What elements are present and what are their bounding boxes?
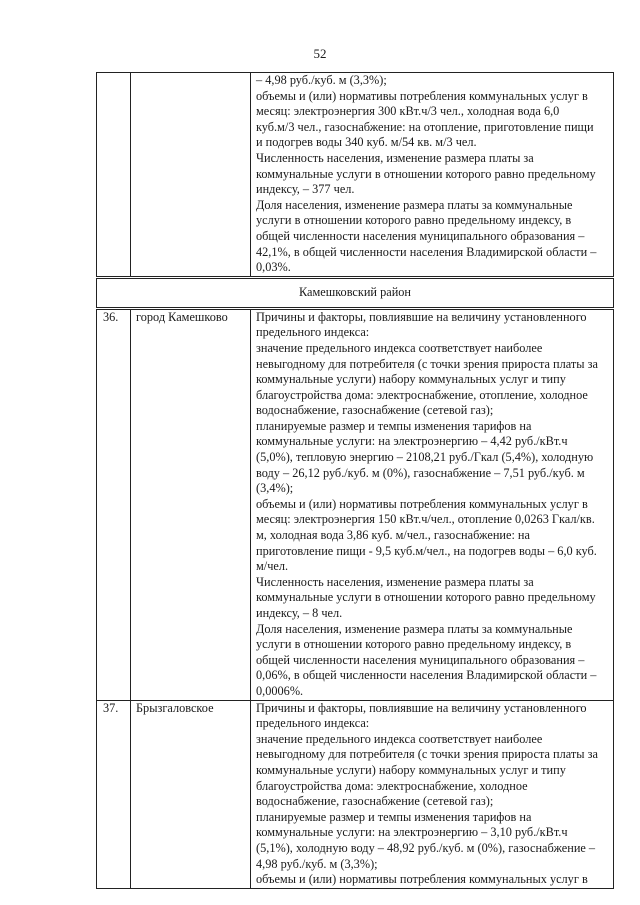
description-line: общей численности населения муниципального образования –	[256, 652, 585, 667]
region-header: Камешковский район	[97, 277, 614, 308]
description-line: м/чел.	[256, 559, 289, 574]
description-line: благоустройства дома: электроснабжение, отопление, холодное	[256, 387, 588, 402]
row-description	[251, 700, 614, 888]
description-line: водоснабжение, газоснабжение (сетевой газ);	[256, 794, 494, 809]
description-line: (3,4%);	[256, 481, 294, 496]
description-line: предельного индекса:	[256, 716, 370, 731]
description-line: невыгодному для потребителя (с точки зрения прироста платы за	[256, 747, 598, 762]
description-line: коммунальные услуги в отношении которого равно предельному	[256, 166, 596, 181]
description-line: общей численности населения муниципального образования –	[256, 228, 585, 243]
description-line: м, холодная вода 3,86 куб. м/чел., газоснабжение: на	[256, 528, 530, 543]
description-line: Доля населения, изменение размера платы за коммунальные	[256, 197, 573, 212]
municipality-name	[131, 73, 251, 278]
description-line: (5,1%), холодную воду – 48,92 руб./куб. м (0%), газоснабжение –	[256, 840, 596, 855]
description-line: Причины и факторы, повлиявшие на величину установленного	[256, 309, 587, 324]
row-number: 36.	[97, 308, 131, 700]
description-line: приготовление пищи - 9,5 куб.м/чел., на подогрев воды – 6,0 куб.	[256, 543, 597, 558]
description-line: услуги в отношении которого равно предельному индексу, в	[256, 637, 572, 652]
municipality-name: Брызгаловское	[131, 700, 251, 888]
description-line: индексу, – 8 чел.	[256, 606, 343, 620]
description-line: объемы и (или) нормативы потребления коммунальных услуг в	[256, 872, 588, 887]
description-line: планируемые размер и темпы изменения тарифов на	[256, 418, 532, 433]
description-line: объемы и (или) нормативы потребления коммунальных услуг в	[256, 88, 588, 103]
row-description	[251, 73, 614, 278]
description-line: (5,0%), тепловую энергию – 2108,21 руб./Гкал (5,4%), холодную	[256, 450, 594, 465]
description-line: Численность населения, изменение размера платы за	[256, 150, 534, 165]
description-line: воду – 26,12 руб./куб. м (0%), газоснабжение – 7,51 руб./куб. м	[256, 465, 585, 480]
page-number: 52	[313, 46, 327, 61]
description-line: куб.м/3 чел., газоснабжение: на отопление, приготовление пищи	[256, 119, 594, 134]
table-row	[97, 700, 614, 888]
description-line: благоустройства дома: электроснабжение, холодное	[256, 778, 528, 793]
description-line: водоснабжение, газоснабжение (сетевой газ);	[256, 403, 494, 418]
description-line: предельного индекса:	[256, 325, 370, 340]
region-header-row	[97, 277, 614, 308]
description-line: услуги в отношении которого равно предельному индексу, в	[256, 213, 572, 228]
municipality-name: город Камешково	[131, 308, 251, 700]
tariff-table	[96, 72, 614, 889]
description-line: значение предельного индекса соответствует наиболее	[256, 340, 543, 355]
row-description	[251, 308, 614, 700]
row-number	[97, 73, 131, 278]
description-line: планируемые размер и темпы изменения тарифов на	[256, 809, 532, 824]
row-number: 37.	[97, 700, 131, 888]
description-line: месяц: электроэнергия 300 кВт.ч/3 чел., холодная вода 6,0	[256, 104, 560, 119]
description-line: 0,0006%.	[256, 683, 304, 698]
description-line: и подогрев воды 340 куб. м/54 кв. м/3 чел.	[256, 135, 477, 150]
description-line: 42,1%, в общей численности населения Владимирской области –	[256, 244, 597, 259]
description-line: Причины и факторы, повлиявшие на величину установленного	[256, 700, 587, 715]
description-line: невыгодному для потребителя (с точки зрения прироста платы за	[256, 356, 598, 371]
description-line: коммунальные услуги) набору коммунальных услуг и типу	[256, 762, 566, 777]
description-line: значение предельного индекса соответствует наиболее	[256, 731, 543, 746]
description-line: 4,98 руб./куб. м (3,3%);	[256, 856, 378, 871]
description-line: Численность населения, изменение размера платы за	[256, 574, 534, 589]
description-line: – 4,98 руб./куб. м (3,3%);	[256, 73, 387, 87]
description-line: коммунальные услуги: на электроэнергию – 3,10 руб./кВт.ч	[256, 825, 568, 840]
description-line: 0,03%.	[256, 260, 291, 275]
description-line: индексу, – 377 чел.	[256, 182, 355, 197]
description-line: 0,06%, в общей численности населения Владимирской области –	[256, 668, 597, 683]
description-line: коммунальные услуги в отношении которого равно предельному	[256, 590, 596, 605]
table-row-continued	[97, 73, 614, 278]
table-row	[97, 308, 614, 700]
description-line: месяц: электроэнергия 150 кВт.ч/чел., отопление 0,0263 Гкал/кв.	[256, 512, 595, 527]
description-line: коммунальные услуги: на электроэнергию – 4,42 руб./кВт.ч	[256, 434, 568, 449]
description-line: Доля населения, изменение размера платы за коммунальные	[256, 621, 573, 636]
description-line: объемы и (или) нормативы потребления коммунальных услуг в	[256, 496, 588, 511]
description-line: коммунальные услуги) набору коммунальных услуг и типу	[256, 372, 566, 387]
